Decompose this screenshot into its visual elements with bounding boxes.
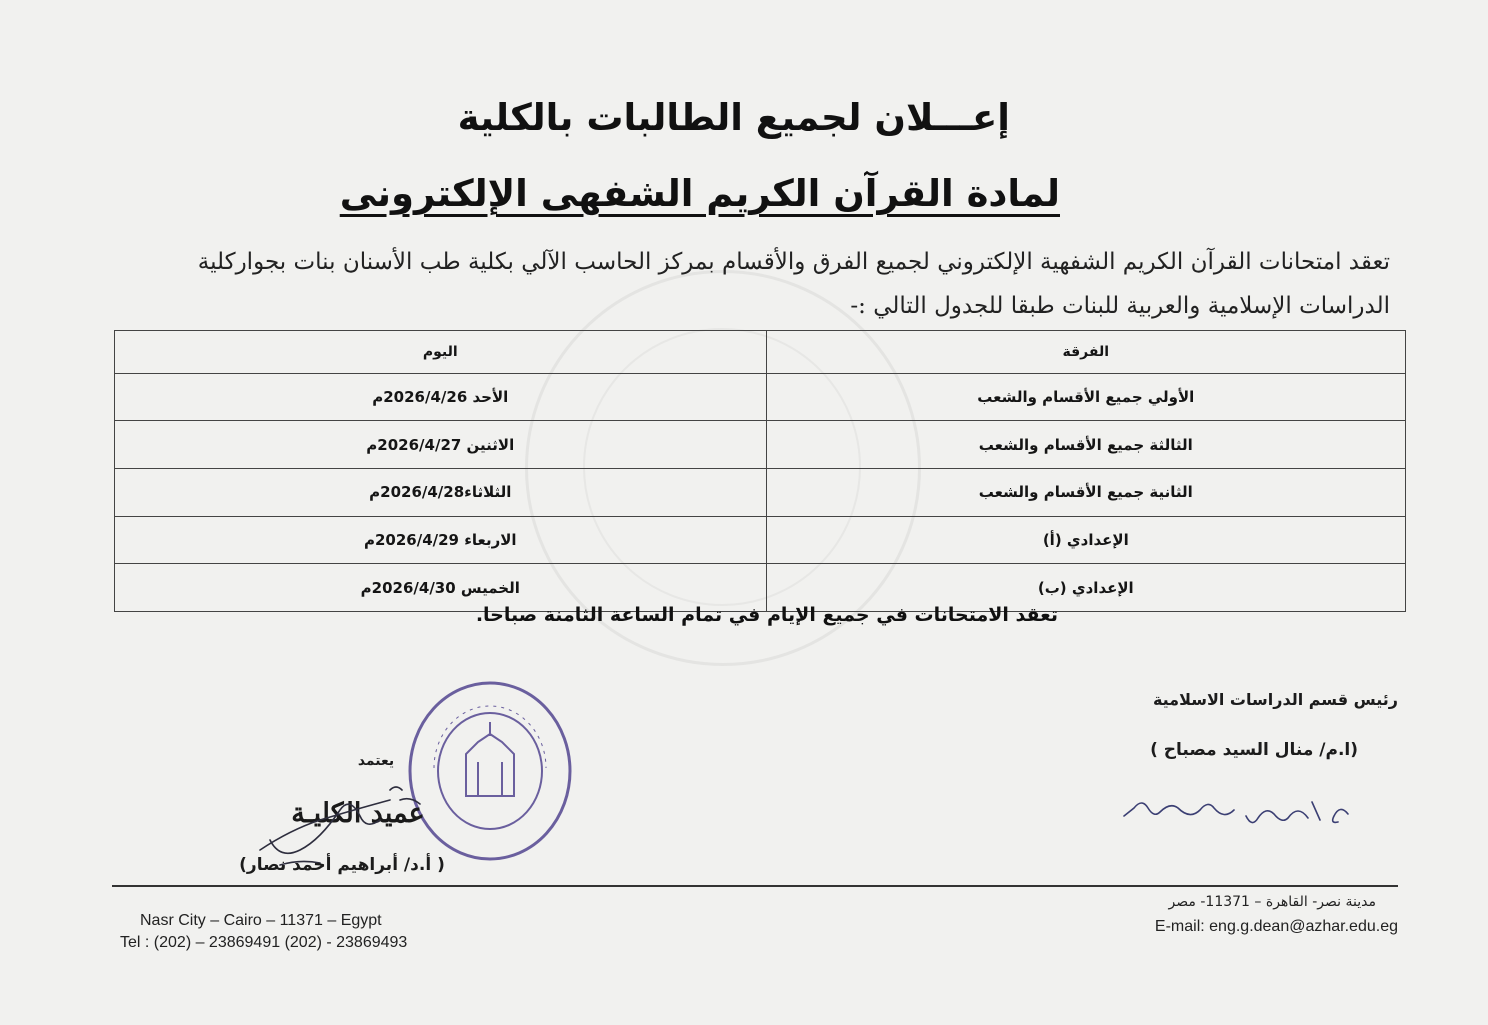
- cell-day: الخميس 2026/4/30م: [115, 564, 767, 612]
- department-head-signature: [1058, 790, 1358, 835]
- header-group: الفرقة: [766, 331, 1405, 374]
- header-day: اليوم: [115, 331, 767, 374]
- footer-address-ar: مدينة نصر- القاهرة – 11371- مصر: [1168, 894, 1376, 910]
- table-row: [115, 421, 1406, 469]
- footer-address-en: Nasr City – Cairo – 11371 – Egypt: [140, 912, 382, 929]
- approval-label: يعتمد: [357, 753, 395, 769]
- table-header-row: [115, 331, 1406, 374]
- footer-email: E-mail: eng.g.dean@azhar.edu.eg: [1154, 918, 1398, 935]
- table-row: [115, 373, 1406, 421]
- dean-name: ( أ.د/ أبراهيم أحمد نصار): [239, 855, 445, 875]
- cell-group: الثالثة جميع الأقسام والشعب: [766, 421, 1405, 469]
- announcement-subtitle: لمادة القرآن الكريم الشفهى الإلكترونى: [339, 172, 1060, 215]
- department-head-name: (ا.م/ منال السيد مصباح ): [1150, 740, 1358, 760]
- table-row: [115, 516, 1406, 564]
- cell-group: الإعدادي (ب): [766, 564, 1405, 612]
- cell-day: الثلاثاء2026/4/28م: [115, 468, 767, 516]
- cell-group: الثانية جميع الأقسام والشعب: [766, 468, 1405, 516]
- department-head-role: رئيس قسم الدراسات الاسلامية: [1152, 690, 1398, 709]
- cell-day: الاثنين 2026/4/27م: [115, 421, 767, 469]
- footer-telephone: Tel : (202) – 23869491 (202) - 23869493: [120, 934, 408, 951]
- cell-group: الإعدادي (أ): [766, 516, 1405, 564]
- footer-divider: [112, 885, 1398, 887]
- announcement-title: إعـــلان لجميع الطالبات بالكلية: [457, 96, 1010, 139]
- dean-title: عميد الكليـة: [291, 798, 425, 829]
- intro-paragraph: تعقد امتحانات القرآن الكريم الشفهية الإلكتروني لجميع الفرق والأقسام بمركز الحاسب الآلي بكلية طب الأسنان بنات بجواركلية الدراسات الإسلامية والعربية للبنات طبقا للجدول التالي :-: [197, 249, 1390, 319]
- cell-day: الأحد 2026/4/26م: [115, 373, 767, 421]
- table-row: [115, 468, 1406, 516]
- cell-day: الاربعاء 2026/4/29م: [115, 516, 767, 564]
- exam-schedule-table: [114, 330, 1406, 612]
- exam-time-note: تعقد الامتحانات في جميع الإيام في تمام الساعة الثامنة صباحا.: [475, 604, 1058, 626]
- cell-group: الأولي جميع الأقسام والشعب: [766, 373, 1405, 421]
